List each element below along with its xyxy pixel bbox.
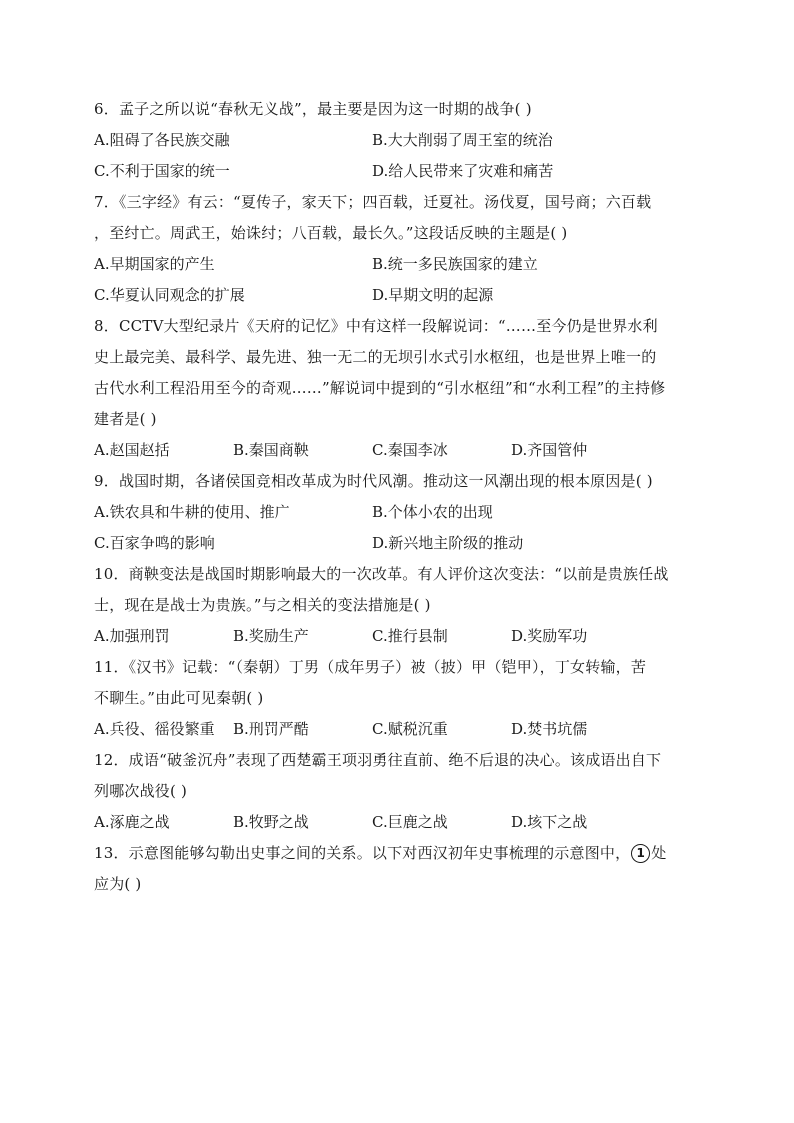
options-row — [94, 125, 694, 156]
option-c[interactable]: C.百家争鸣的影响 — [94, 534, 215, 552]
question-13 — [94, 838, 694, 900]
option-d[interactable]: D.新兴地主阶级的推动 — [372, 534, 524, 552]
option-d[interactable]: D.给人民带来了灾难和痛苦 — [372, 162, 554, 180]
option-a[interactable]: A.兵役、徭役繁重 — [94, 720, 215, 738]
option-a[interactable]: A.加强刑罚 — [94, 627, 170, 645]
question-6 — [94, 94, 694, 187]
option-c[interactable]: C.华夏认同观念的扩展 — [94, 286, 245, 304]
option-b[interactable]: B.大大削弱了周王室的统治 — [372, 131, 553, 149]
question-stem-line: 士，现在是战士为贵族。”与之相关的变法措施是( ) — [94, 596, 431, 614]
option-c[interactable]: C.推行县制 — [372, 627, 448, 645]
question-11 — [94, 652, 694, 745]
question-stem-line: 应为( ) — [94, 875, 142, 893]
question-stem-line: ，至纣亡。周武王，始诛纣；八百载，最长久。”这段话反映的主题是( ) — [94, 224, 568, 242]
option-a[interactable]: A.赵国赵括 — [94, 441, 170, 459]
option-d[interactable]: D.早期文明的起源 — [372, 286, 494, 304]
question-12 — [94, 745, 694, 838]
options-row — [94, 156, 694, 187]
question-7 — [94, 187, 694, 311]
question-stem-line: 7．《三字经》有云：“夏传子，家天下；四百载，迁夏社。汤伐夏，国号商；六百载 — [94, 193, 652, 211]
option-d[interactable]: D.焚书坑儒 — [511, 720, 588, 738]
question-9 — [94, 466, 694, 559]
options-row — [94, 714, 694, 745]
option-a[interactable]: A.阻碍了各民族交融 — [94, 131, 230, 149]
option-a[interactable]: A.涿鹿之战 — [94, 813, 170, 831]
question-stem-line: 11．《汉书》记载：“（秦朝）丁男（成年男子）被（披）甲（铠甲），丁女转输，苦 — [94, 658, 647, 676]
option-d[interactable]: D.奖励军功 — [511, 627, 588, 645]
option-b[interactable]: B.刑罚严酷 — [233, 720, 309, 738]
option-c[interactable]: C.巨鹿之战 — [372, 813, 448, 831]
options-row — [94, 497, 694, 528]
question-10 — [94, 559, 694, 652]
question-stem-line: 史上最完美、最科学、最先进、独一无二的无坝引水式引水枢纽，也是世界上唯一的 — [94, 348, 657, 366]
option-b[interactable]: B.秦国商鞅 — [233, 441, 309, 459]
options-row — [94, 621, 694, 652]
question-stem-line: 不聊生。”由此可见秦朝( ) — [94, 689, 264, 707]
question-list — [94, 94, 694, 900]
option-c[interactable]: C.秦国李冰 — [372, 441, 448, 459]
stem-text: 处 — [651, 844, 667, 862]
question-stem-line — [94, 838, 694, 869]
option-a[interactable]: A.早期国家的产生 — [94, 255, 215, 273]
option-d[interactable]: D.垓下之战 — [511, 813, 588, 831]
question-stem-line: 建者是( ) — [94, 410, 157, 428]
options-row — [94, 528, 694, 559]
option-b[interactable]: B.个体小农的出现 — [372, 503, 493, 521]
option-b[interactable]: B.奖励生产 — [233, 627, 309, 645]
options-row — [94, 807, 694, 838]
question-stem-line: 9．战国时期，各诸侯国竞相改革成为时代风潮。推动这一风潮出现的根本原因是( ) — [94, 472, 653, 490]
options-row — [94, 249, 694, 280]
question-stem-line: 古代水利工程沿用至今的奇观……”解说词中提到的“引水枢纽”和“水利工程”的主持修 — [94, 379, 666, 397]
options-row — [94, 280, 694, 311]
stem-text: 13．示意图能够勾勒出史事之间的关系。以下对西汉初年史事梳理的示意图中， — [94, 844, 631, 862]
option-b[interactable]: B.统一多民族国家的建立 — [372, 255, 538, 273]
question-stem-line: 6．孟子之所以说“春秋无义战”，最主要是因为这一时期的战争( ) — [94, 100, 532, 118]
question-stem-line: 10．商鞅变法是战国时期影响最大的一次改革。有人评价这次变法：“以前是贵族任战 — [94, 565, 669, 583]
question-stem-line: 列哪次战役( ) — [94, 782, 188, 800]
option-c[interactable]: C.赋税沉重 — [372, 720, 448, 738]
option-d[interactable]: D.齐国管仲 — [511, 441, 588, 459]
option-a[interactable]: A.铁农具和牛耕的使用、推广 — [94, 503, 290, 521]
option-c[interactable]: C.不利于国家的统一 — [94, 162, 230, 180]
options-row — [94, 435, 694, 466]
question-stem-line: 12．成语“破釜沉舟”表现了西楚霸王项羽勇往直前、绝不后退的决心。该成语出自下 — [94, 751, 662, 769]
question-stem-line: 8．CCTV大型纪录片《天府的记忆》中有这样一段解说词：“……至今仍是世界水利 — [94, 317, 658, 335]
option-b[interactable]: B.牧野之战 — [233, 813, 309, 831]
circled-number-marker: 1 — [631, 844, 650, 863]
question-8 — [94, 311, 694, 466]
